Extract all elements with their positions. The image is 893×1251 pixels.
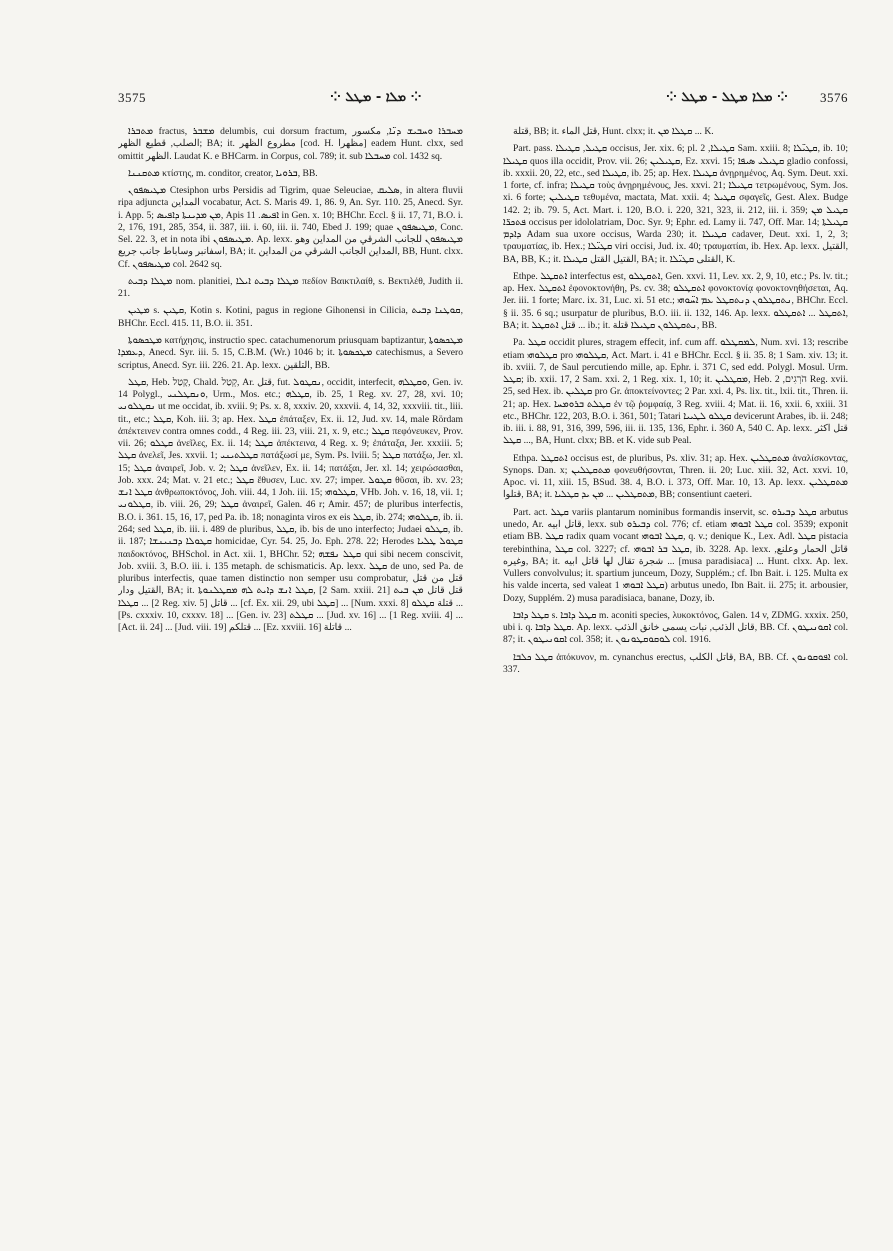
lexicon-entry: ܡܬܩܢܢܐ κτίστης, m. conditor, creator, ܒܪܘܝܐ, BB. bbox=[128, 167, 318, 179]
lexicon-entry: Ethpa. ܐܬܩܛܠ occisus est, de pluribus, Ps. xliv. 31; ap. Hex. ܡܬܩܛܠܝܢ ἀναλίσκοντας, Synops. Dan. x; ܡܬܩܛܠܝܢ φονευθήσονται, Thren. ii. 20; Luc. xiii. 32, Act. xxvi. 10, Apoc. vi. 11, xiii. 15, BSud. 38. 4, B.O. i. 373, Off. Mar. 10, 13. Ap. lexx. ܡܬܩܛܠܝܢ قتلوا, BA; it. ܡܬܩܛܠܝܢ ... ܡܢ ܝܕ ܩܛܠܝܐ, BB; consentiunt caeteri. bbox=[503, 452, 848, 501]
lexicon-entry: ܡܛܠܐ ܕܒܝܬ nom. planitiei, ܡܛܠܐ ܕܒܝܬ ܐܝܠܐ πεδίον Βαικτιλαίθ, s. Βεκτιλέθ, Judith ii. 21. bbox=[118, 275, 463, 300]
lexicon-entry: ܡܛܝܢ s. ܩܛܝܢ, Kotin s. Kotini, pagus in regione Gihonensi in Cilicia, ܩܘܛܢܐ ܕܒܝܬ, BHChr. Eccl. 415. 11, B.O. ii. 351. bbox=[118, 305, 463, 329]
right-column bbox=[503, 126, 848, 1206]
running-header bbox=[118, 90, 848, 112]
left-running-headword: ⁘ ܡܠܐ - ܡܛܠ ⁘ bbox=[330, 90, 422, 105]
lexicon-entry: Ethpe. ܐܬܩܛܠ interfectus est, ܐܬܩܛܠܘ, Gen. xxvi. 11, Lev. xx. 2, 9, 10, etc.; Ps. lv. tit.; ap. Hex. ܐܬܩܛܠ ἐφονοκτονήθη, Ps. cv. 38; ܐܬܩܛܠܘ φονοκτονίᾳ φονοκτονηθήσεται, Aq. Jer. iii. 1 forte; Marc. ix. 31, Luc. xi. 51 etc.; ܢܬܩܛܠܘܢ ܕܢܬܩܛܠ ܥܡ ܐܚ̈ܘܗܝ, BHChr. Eccl. § ii. 35. 6 sq.; usurpatur de pluribus, B.O. iii. ii. 132, 146. Ap. lexx. ܐܬܩܛܠ ... ܐܬܩܛܠܘ, BA; it. قتل ܐܬܩܛܠ ... ib.; it. ܢܬܩܛܠܘܢ ܩܛܝܠܐ قتلة, BB. bbox=[503, 270, 848, 331]
lexicon-entry: Part. act. ܩܛܠ variis plantarum nominibus formandis inservit, sc. ܩܛܠ ܕܒܝܪܘ arbutus unedo, Ar. قاتل ابيه, lexx. sub ܕܒܝܪܘ col. 776; cf. etiam ܩܛܠ ܐܒܘܗܝ col. 3539; exponit etiam BB. ܩܛܠ radix quam vocant ܩܛܠ ܐܒܘܗܝ, q. v.; denique K., Lex. Adl. ܩܛܠ pistacia terebinthina, ܩܛܠ col. 3227; cf. ܩܛܠ ܒܪ ܐܒܘܗܝ, ib. 3228. Ap. lexx. قاتل الحمار وعلنع, وغيره, BA; it. شجرة تقال لها قاتل ابيه ... [musa paradisiaca] ... Hunt. clxx. Ap. lex. Vullers convolvulus; it. spartium junceum, Dozy, Supplém.; cf. Ibn Bait. i. 125. Multa ex his valde incerta, sed valeat ܩܛܠ ܐܒܘܗܝ 1) arbutus unedo, Ibn Bait. ii. 275; it. arbousier, Dozy, Supplém. 2) musa paradisiaca, banane, Dozy, ib. bbox=[503, 506, 848, 604]
lexicon-entry: Pa. ܩܛܠ occidit plures, stragem effecit, inf. cum aff. ܠܡܩܛܠܘ, Num. xvi. 13; rescribe etiam ܩܛܠܘܗܝ pro ܩܛܠܘܗܝ, Act. Mart. i. 41 e BHChr. Eccl. § ii. 35. 8; 1 Sam. xiv. 13; it. ib. xviii. 7, de Saul percutiendo mille, ap. Ephr. i. 371 C, sed edd. Polygl. Mosul. Urm. ܩܛܠ; ib. xxii. 17, 2 Sam. xxi. 2, 1 Reg. xix. 1, 10; it. ܡܩܛܠܝܢ, Heb. הֹרְגִים, 2 Reg. xvii. 25, sed Hex. ib. ܩܛܠܝܢ pro Gr. ἀποκτείνοντες; 2 Par. xxi. 4, Ps. lix. tit., lxii. tit., Thren. ii. 21; ap. Hex. ܩܛܠܬ ܒܪܘܡܚܐ ἐν τῷ ῥομφαίᾳ, 3 Reg. xviii. 4; Mat. ii. 16, xxii. 6, xxiii. 31 etc., BHChr. 122, 203, B.O. i. 361, 501; Tatari ܩܛܠܘ ܠܛܝܝܐ devicerunt Arabes, ib. ii. 248; ib. iii. i. 88, 91, 316, 399, 596, iii. ii. 135, 136, Ephr. i. 360 A, 540 C. Ap. lexx. قتل اكثر ... ܩܛܠ, BA, Hunt. clxx; BB. et K. vide sub Peal. bbox=[503, 337, 848, 447]
lexicon-entry: ܡܛܟܣܘܬܐ κατήχησις, instructio spec. catachumenorum priusquam baptizantur, ܡܛܟܣܘܬܐ ܕܥܡܕܐ, Anecd. Syr. iii. 5. 15, C.B.M. (Wr.) 1046 b; it. ܡܛܟܣܘܬܐ catechismus, a Severo scriptus, Anecd. Syr. iii. 226. 21. Ap. lexx. التلقين, BB. bbox=[118, 334, 463, 371]
left-page-number: 3575 bbox=[118, 90, 146, 105]
lexicon-entry: ܡܬܒܪܐ fractus, ܡܫܒܪ delumbis, cui dorsum fractum, ܡܚܒܪܐ ܘܚܒܝܫ ܕܢ̈ܐ, مكسور الصلب, قطيع الظهر; BA; it. مطروع الظهر [cod. H. مظهرا] eadem Hunt. clxx, sed omittit الظهر. Laudat K. e BHCarm. in Corpus, col. 789; it. sub ܡܚܒܠܐ col. 1432 sq. bbox=[118, 126, 463, 162]
lexicon-entry: ܩܛܠ ܟܠܒܐ ἀπόκυνον, m. cynanchus erectus, قاتل الكلب, BA, BB. Cf. ܐܦܘܩܘܢܘܢ col. 337. bbox=[503, 651, 848, 675]
left-column bbox=[118, 126, 463, 1206]
lexicon-entry: ܩܛܠ, Heb. קָטַל, Chald. קְטַל, Ar. قتل, fut. ܢܩܛܘܠ, occidit, interfecit, ܘܩܛܠܗ, Gen. iv. 14 Polygl., ܘܢܩܛܠܢܝ, Urm., Mos. etc.; ܩܛܠܗ, ib. 25, 1 Reg. xv. 27, 28, xvi. 10; ܢܩܛܠܘܢܝ ut me occidat, ib. xviii. 9; Ps. x. 8, xxxiv. 20, xxxvii. 4, 14, 32, xxxviii. tit., liii. tit., etc.; ܩܛܠ, Koh. iii. 3; ap. Hex. ܩܛܠ ἐπάταξεν, Ex. ii. 12, Jud. xv. 14, male Rördam ἀπέκτεινεν contra omnes codd., 4 Reg. iii. 23, viii. 21, x. 9, etc.; ܩܛܠ πεφόνευκεν, Prov. vii. 26; ܩܛܠܘ ἀνεῖλες, Ex. ii. 14; ܩܛܠ ἀπέκτεινα, 4 Reg. x. 9; ἐπάταξα, Jer. xxxiii. 5; ܩܛܠ ἀνελεῖ, Jes. xxvii. 1; ܩܛܠܬܝܢܝ πατάξωσί με, Sym. Ps. lviii. 5; ܩܛܠ πατάξω, Jer. xl. 15; ܩܛܠ ἀναιρεῖ, Job. v. 2; ܩܛܠ ἀνεῖλεν, Ex. ii. 14; πατάξαι, Jer. xl. 14; χειρώσασθαι, Job. xxx. 24; Mat. v. 21 etc.; ܩܛܠ ἔθυσεν, Luc. xv. 27; imper. ܩܛܘܠ θῦσαι, ib. xv. 23; ܩܛܠ ܐܢܫ ἀνθρωποκτόνος, Joh. viii. 44, 1 Joh. iii. 15; ܩܛܠܘܗܝ, VHb. Joh. v. 16, 18, vii. 1; ܩܛܠܘܢܝ, ib. viii. 26, 29; ܩܛܠ ἀναιρεῖ, Galen. 46 r; Amir. 457; de pluribus interfectis, B.O. i. 361. 15, 16, 17, ped Pa. ib. 18; nonaginta viros ex eis ܩܛܠ, ib. 274; ܩܛܠܘܗܝ, ib. ii. 264; sed ܩܛܠ, ib. iii. i. 489 de pluribus, ܩܛܠ, ib. bis de uno interfecto; Judaei ܩܛܠܘ, ib. ii. 187; ܩܛܘܠܐ ܕܒܢܝܢܫܐ homicidae, Cyr. 54. 25, Jo. Eph. 278. 22; Herodes ܩܛܘܠ ܛܠܝܐ παιδοκτόνος, BHSchol. in Act. xii. 1, BHChr. 52; ܩܛܠ ܢܦܫܗ qui sibi necem conscivit, Job. xviii. 3, B.O. iii. i. 135 metaph. de schismaticis. Ap. lexx. ܩܛܠ de uno, sed Pa. de pluribus interfectis, quae tamen distinctio non semper usu comprobatur, قتل من قتل القتيل ودار, BA; it. ܩܛܠ ܐܢܫ ܕܐܝܬ ܠܗ ܡܩܛܠܢܘܬܐ, [2 Sam. xxiii. 21] قتل قاتل ܡܢ ܒܝܬ ܩܛܠܐ ... [2 Reg. xiv. 5] قاتل ... [cf. Ex. xii. 29, ubi ܩܛܠ] ... [Num. xxxi. 8] قتلة ܩܛܠܘ ... [Ps. cxxxiv. 10, cxxxv. 18] ... [Gen. iv. 23] ܩܛܠܬ ... [Jud. xv. 16] ... [1 Reg. xviii. 4] ... [Act. ii. 24] ... [Jud. viii. 19] قتلكم ... [Ez. xxviii. 16] قاتلة ... bbox=[118, 376, 463, 634]
lexicon-entry: قتلة, BB; it. قتل الماء, Hunt. clxx; it. ܩܛܠܐ ܡܢ ... K. bbox=[513, 126, 714, 137]
right-page-number: 3576 bbox=[820, 90, 848, 105]
lexicon-entry: ܡܛܝܣܦܘܢ Ctesiphon urbs Persidis ad Tigrim, quae Seleuciae, ܣܠܝܩ, in altera fluvii ripa adjuncta المداين vocabatur, Act. S. Maris 49. 1, 86. 9, An. Syr. 110. 25, Anecd. Syr. i. App. 5; ܡܢ ܡܕܝܢܬܐ ܕܐܦܝܣ, Apis ܐܦܝܣ. 11 in Gen. x. 10; BHChr. Eccl. § ii. 17, 71, B.O. i. 2, 176, 191, 285, 354, ii. 387, iii. i. 60, iii. ii. 740, Ebed J. 199; quae ܡܛܝܣܦܘܢ, Conc. Sel. 22. 3, et in nota ibi ܡܛܝܣܦܘܢ. Ap. lexx. ܡܛܝܣܦܘܢ للجانب الشرقي من المداين وهو اسفانبر وساباط جانب جريع, BA; it. المداين الجانب الشرقي من المداين, BB, Hunt. clxx. Cf. ܡܛܝܣܦܘܢ col. 2642 sq. bbox=[118, 185, 463, 270]
lexicon-entry: Part. pass. ܩܛܝܠ, ܩܛܝܠܐ occisus, Jer. xix. 6; pl. ܩܛܝܠܐ, 2 Sam. xxiii. 8; ܩܛܝ̈ܠܐ, ib. 10; ܩܛܝܠܐ quos illa occidit, Prov. vii. 26; ܩܛܝܠܝܢ, Ez. xxvi. 15; ܩܛܝܠܝ ܣܝܦܐ gladio confossi, ib. xxxii. 20, 22, etc., sed ܩܛܝܠܐ, ib. 25; ap. Hex. ܩܛܝܠܐ ἀνῃρημένος, Aq. Sym. Deut. xxi. 1 forte, cf. infra; ܩܛܝܠܐ τοὺς ἀνῃρημένους, Jes. xxvi. 21; ܩܛܝܠܐ τετρωμένους, Sym. Jos. xi. 6 forte; ܩܛܝܠܝܢ τεθυμένα, mactata, Mat. xxii. 4; ܩܛܝܠ σφαγεῖς, Gest. Alex. Budge 142. 2; ib. 79. 5, Act. Mart. i. 120, B.O. i. 220, 321, 323, ii. 212, iii. i. 359; ܩܛܝܠ ܡܢ ܦܬܟܪ̈ܐ occisus per idololatriam, Doc. Syr. 9; Ephr. ed. Lamy ii. 747, Off. Mar. 14; ܩܛܝܠܬܐ ܕܐܕܡ Adam sua uxore occisus, Warda 230; it. ܩܛܝܠܐ cadaver, Deut. xxi. 1, 2, 3; τραυματίας, ib. Hex.; ܩܛܝ̈ܠܐ viri occisi, Jud. ix. 40; τραυματίαι, ib. Hex. Ap. lexx. القتيل, BA, BB, K.; it. القتيل القتل ܩܛܝܠܐ, BA; it. القتلى ܩܛܝ̈ܠܐ, K. bbox=[503, 143, 848, 265]
lexicon-entry: ܩܛܠ ܕܐܒܐ s. ܩܛܠ ܕܐܒܐ m. aconiti species, λυκοκτόνος, Galen. 14 v, ZDMG. xxxix. 250, ubi i. q. ܩܛܠ ܕܐܒܐ. Ap. lexx. قاتل الذئب, نبات يسمى خانق الذئب, BB. Cf. ܐܩܘܢܝܛܘܢ col. 87; it. ܐܩܘܢܝܛܘܢ col. 358; it. ܠܘܩܘܩܛܘܢܘܢ col. 1916. bbox=[503, 609, 848, 646]
right-running-headword: ⁘ ܡܠܐ ܡܛܠ - ܡܛܠ ⁘ bbox=[666, 90, 788, 105]
